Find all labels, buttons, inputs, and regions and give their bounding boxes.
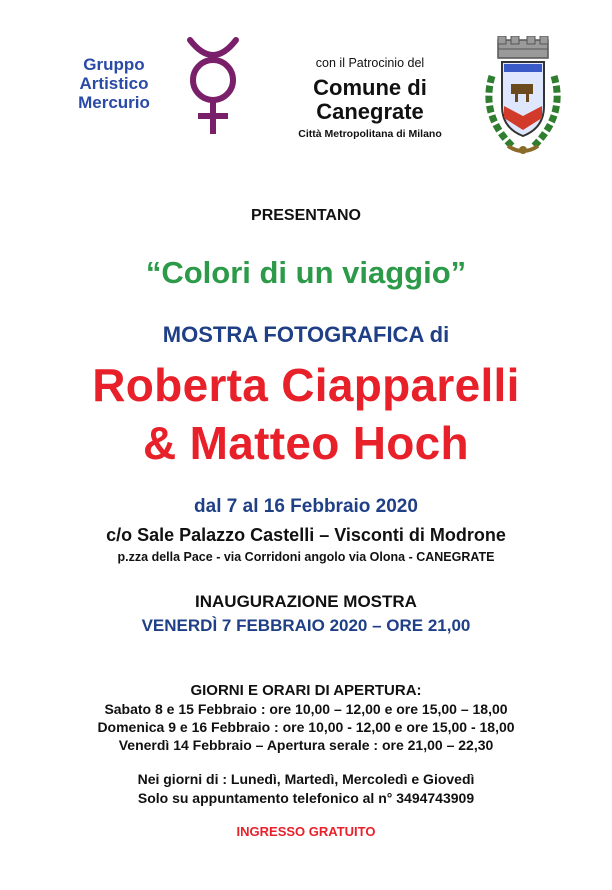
mercury-symbol-icon [178,36,248,141]
opening-hours-line: Venerdì 14 Febbraio – Apertura serale : ore 21,00 – 22,30 [118,737,494,753]
opening-hours-title: GIORNI E ORARI DI APERTURA: [190,682,422,699]
metro-city-text: Città Metropolitana di Milano [298,128,442,140]
inauguration-title: INAUGURAZIONE MOSTRA [195,592,417,611]
opening-hours-line: Sabato 8 e 15 Febbraio : ore 10,00 – 12,00 e ore 15,00 – 18,00 [104,701,508,717]
group-name [44,55,184,112]
coat-of-arms-icon [478,36,568,167]
venue: c/o Sale Palazzo Castelli – Visconti di Modrone [106,525,506,545]
opening-hours-line: Domenica 9 e 16 Febbraio : ore 10,00 - 12,00 e ore 15,00 - 18,00 [97,719,515,735]
address: p.zza della Pace - via Corridoni angolo via Olona - CANEGRATE [117,550,495,564]
appointment-note: Solo su appuntamento telefonico al n° 3494743909 [137,790,475,806]
group-name-line: Artistico [79,74,149,93]
exhibition-dates: dal 7 al 16 Febbraio 2020 [194,496,418,517]
group-name-line: Mercurio [78,93,150,112]
artist-name: & Matteo Hoch [143,417,469,469]
group-name-line: Gruppo [83,55,145,74]
exhibition-title: “Colori di un viaggio” [145,255,467,290]
patronage-text: con il Patrocinio del [315,56,425,70]
presenting-heading: PRESENTANO [251,207,361,224]
comune-name [270,76,470,124]
exhibition-type: MOSTRA FOTOGRAFICA di [162,322,450,347]
comune-name-line: Canegrate [316,99,424,124]
comune-name-line: Comune di [313,75,427,100]
free-entry-notice: INGRESSO GRATUITO [236,824,376,839]
artist-name: Roberta Ciapparelli [92,359,520,411]
inauguration-date: VENERDÌ 7 FEBBRAIO 2020 – ORE 21,00 [141,616,471,635]
appointment-note: Nei giorni di : Lunedì, Martedì, Mercoledì e Giovedì [137,771,475,787]
